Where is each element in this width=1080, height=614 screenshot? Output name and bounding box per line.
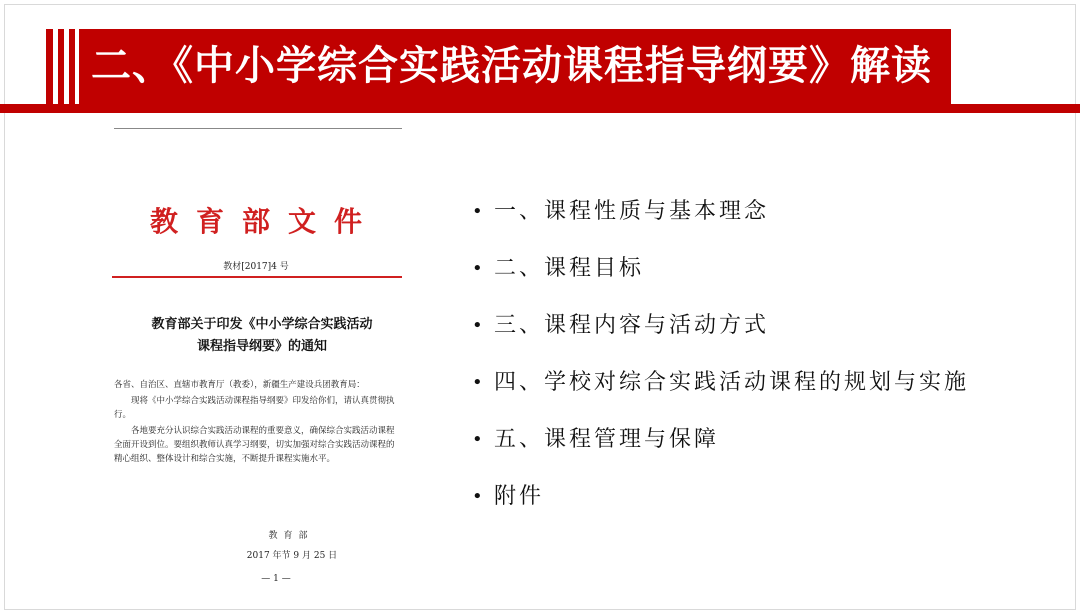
bullet-icon: • <box>472 258 486 279</box>
title-banner <box>79 29 951 104</box>
document-number: 教材[2017]4 号 <box>223 262 289 272</box>
document-image <box>108 120 404 600</box>
outline-item-label: 五、课程管理与保障 <box>494 427 720 452</box>
bullet-icon: • <box>472 315 486 336</box>
document-paragraph: 各地要充分认识综合实践活动课程的重要意义，确保综合实践活动课程全面开设到位。要组织教师认真学习纲要，切实加强对综合实践活动课程的精心组织、整体设计和综合实施，不断提升课程实施水平。 <box>114 426 395 464</box>
document-top-rule <box>114 128 402 129</box>
bullet-icon: • <box>472 486 486 507</box>
bullet-icon: • <box>472 429 486 450</box>
title-underline <box>0 104 1080 113</box>
document-date: 2017 年节 9 月 25 日 <box>246 551 338 561</box>
outline-item-label: 三、课程内容与活动方式 <box>494 313 770 338</box>
document-red-rule <box>112 276 402 278</box>
document-signature: 教育部 <box>268 531 314 541</box>
outline-item <box>472 196 969 253</box>
outline-item-label: 一、课程性质与基本理念 <box>494 199 770 224</box>
outline-item-label: 二、课程目标 <box>494 256 645 281</box>
outline-item-label: 四、学校对综合实践活动课程的规划与实施 <box>494 370 970 395</box>
outline-item <box>472 424 969 481</box>
outline-item <box>472 481 969 538</box>
title-stripe <box>58 29 64 104</box>
outline-item <box>472 310 969 367</box>
document-page-number: — 1 — <box>261 574 291 584</box>
document-subject-line2: 课程指导纲要》的通知 <box>196 339 327 354</box>
document-subject <box>108 314 404 358</box>
bullet-icon: • <box>472 201 486 222</box>
bullet-icon: • <box>472 372 486 393</box>
document-subject-line1: 教育部关于印发《中小学综合实践活动 <box>151 317 373 332</box>
title-stripe <box>69 29 75 104</box>
document-recipients: 各省、自治区、直辖市教育厅（教委），新疆生产建设兵团教育局： <box>114 380 365 390</box>
document-header: 教育部文件 <box>149 205 380 238</box>
title-stripe <box>46 29 53 104</box>
outline-item-label: 附件 <box>494 484 545 509</box>
outline-item <box>472 253 969 310</box>
document-paragraph: 现将《中小学综合实践活动课程指导纲要》印发给你们，请认真贯彻执行。 <box>114 396 395 420</box>
outline-list <box>472 196 969 538</box>
document-body <box>114 378 400 468</box>
slide-title: 二、《中小学综合实践活动课程指导纲要》解读 <box>91 43 932 89</box>
outline-item <box>472 367 969 424</box>
